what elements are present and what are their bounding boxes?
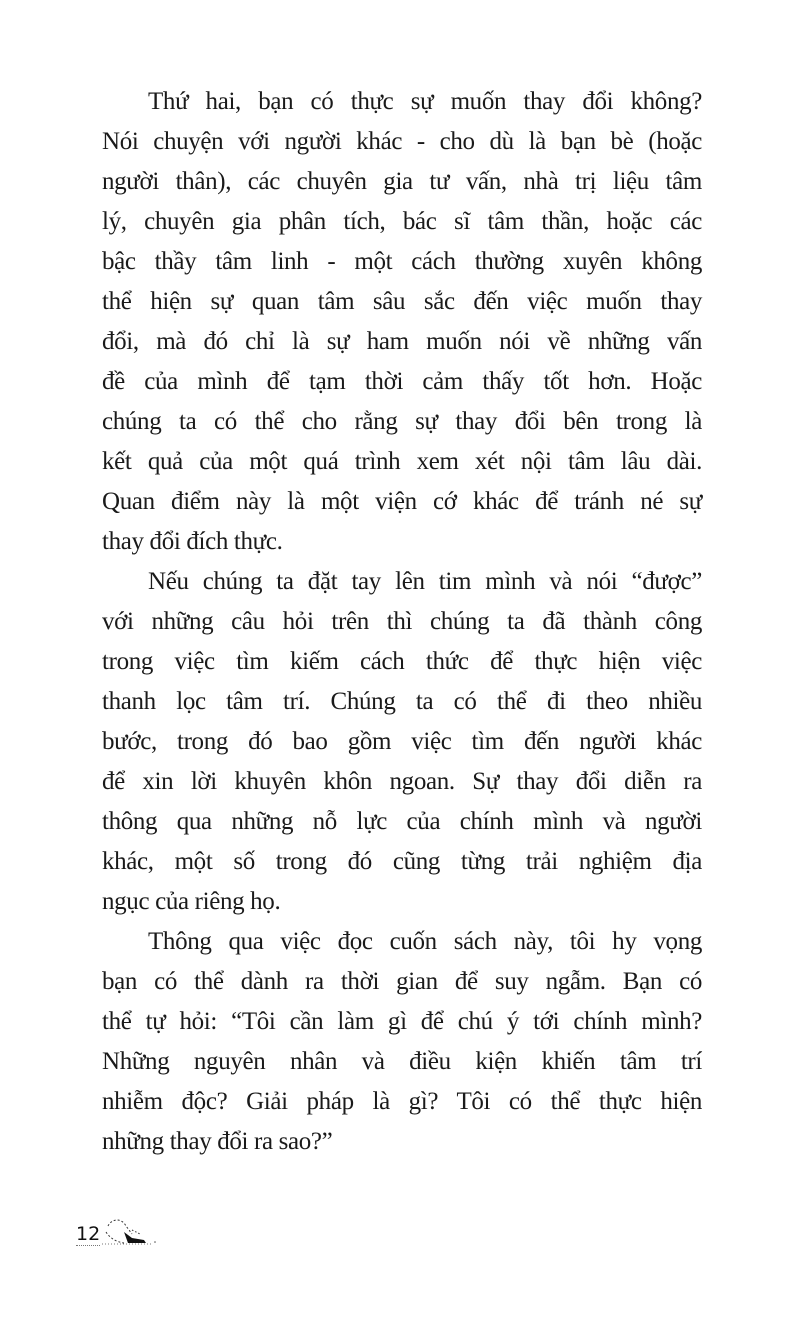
text-line: đổi, mà đó chỉ là sự ham muốn nói về những vấn bbox=[102, 328, 702, 355]
text-line: bậc thầy tâm linh - một cách thường xuyên không bbox=[102, 248, 702, 275]
text-line: nhiễm độc? Giải pháp là gì? Tôi có thể thực hiện bbox=[102, 1088, 702, 1115]
text-line: với những câu hỏi trên thì chúng ta đã thành công bbox=[102, 608, 702, 635]
text-line: Nếu chúng ta đặt tay lên tim mình và nói “được” bbox=[148, 568, 702, 595]
text-line: thể hiện sự quan tâm sâu sắc đến việc muốn thay bbox=[102, 288, 702, 315]
text-line: chúng ta có thể cho rằng sự thay đổi bên trong là bbox=[102, 408, 702, 435]
body-text bbox=[102, 82, 702, 1162]
text-line: bạn có thể dành ra thời gian để suy ngẫm. Bạn có bbox=[102, 968, 702, 995]
text-line: người thân), các chuyên gia tư vấn, nhà trị liệu tâm bbox=[102, 168, 702, 195]
text-line: thanh lọc tâm trí. Chúng ta có thể đi theo nhiều bbox=[102, 688, 702, 715]
paragraph-3 bbox=[102, 922, 702, 1162]
text-line: bước, trong đó bao gồm việc tìm đến người khác bbox=[102, 728, 702, 755]
text-line: trong việc tìm kiếm cách thức để thực hiện việc bbox=[102, 648, 702, 675]
paragraph-2 bbox=[102, 562, 702, 922]
page-number: 12 bbox=[76, 1223, 101, 1245]
text-line: Quan điểm này là một viện cớ khác để tránh né sự bbox=[102, 488, 702, 515]
text-line: những thay đổi ra sao?” bbox=[102, 1128, 333, 1155]
text-line: Thứ hai, bạn có thực sự muốn thay đổi không? bbox=[148, 88, 702, 115]
text-line: đề của mình để tạm thời cảm thấy tốt hơn. Hoặc bbox=[102, 368, 702, 395]
text-line: Thông qua việc đọc cuốn sách này, tôi hy vọng bbox=[148, 928, 702, 955]
paragraph-1 bbox=[102, 82, 702, 562]
text-line: thay đổi đích thực. bbox=[102, 528, 283, 555]
text-line: Nói chuyện với người khác - cho dù là bạn bè (hoặc bbox=[102, 128, 702, 155]
text-line: Những nguyên nhân và điều kiện khiến tâm trí bbox=[102, 1048, 702, 1075]
text-line: thể tự hỏi: “Tôi cần làm gì để chú ý tới chính mình? bbox=[102, 1008, 702, 1035]
text-line: ngục của riêng họ. bbox=[102, 888, 281, 915]
page-footer bbox=[76, 1216, 158, 1246]
text-line: kết quả của một quá trình xem xét nội tâm lâu dài. bbox=[102, 448, 702, 475]
text-line: thông qua những nỗ lực của chính mình và người bbox=[102, 808, 702, 835]
lotus-ornament-icon bbox=[102, 1216, 158, 1246]
text-line: lý, chuyên gia phân tích, bác sĩ tâm thần, hoặc các bbox=[102, 208, 702, 235]
text-line: khác, một số trong đó cũng từng trải nghiệm địa bbox=[102, 848, 702, 875]
text-line: để xin lời khuyên khôn ngoan. Sự thay đổi diễn ra bbox=[102, 768, 702, 795]
